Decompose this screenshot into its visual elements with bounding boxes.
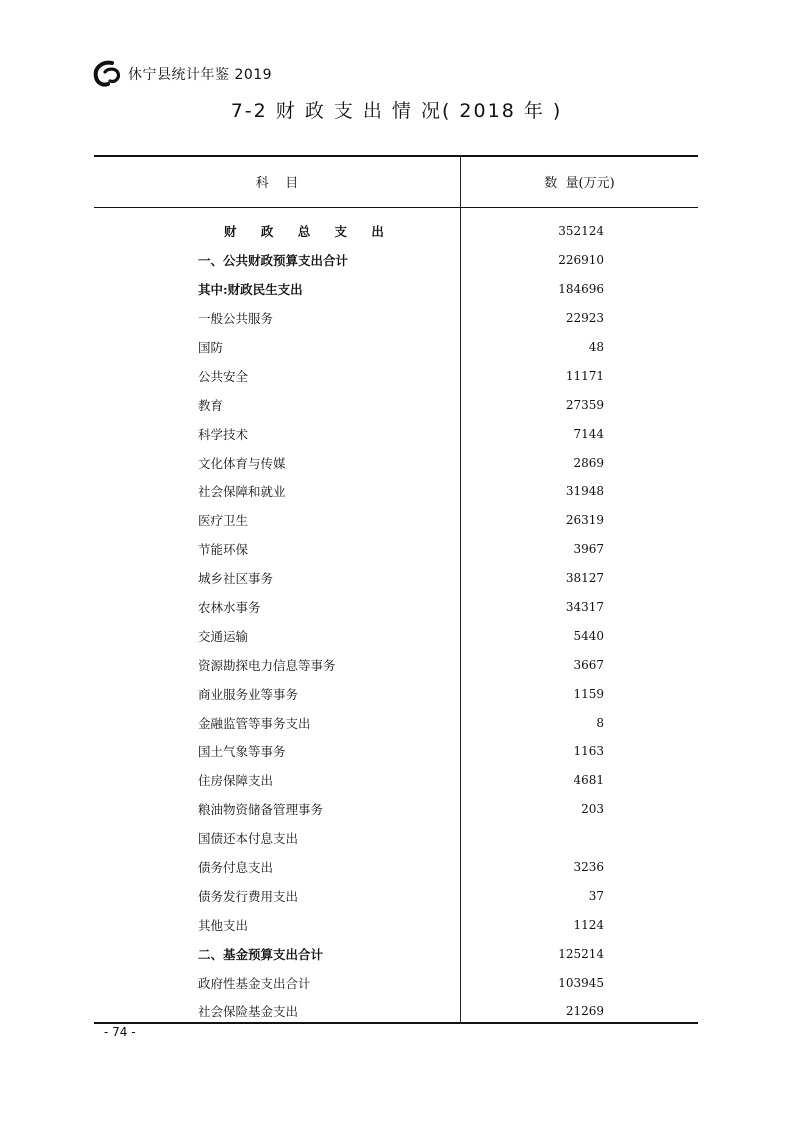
table-row xyxy=(94,766,698,795)
row-value: 5440 xyxy=(573,628,604,643)
row-label: 农林水事务 xyxy=(198,600,261,616)
row-value: 184696 xyxy=(558,282,604,297)
row-value: 21269 xyxy=(565,1004,604,1019)
table-row xyxy=(94,968,698,997)
row-label: 商业服务业等事务 xyxy=(198,686,299,702)
row-label: 其他支出 xyxy=(198,917,249,933)
row-value: 3236 xyxy=(573,860,604,875)
page-title: 7-2 财 政 支 出 情 况( 2018 年 ) xyxy=(230,100,563,122)
row-value: 48 xyxy=(588,340,604,354)
row-value: 226910 xyxy=(558,253,604,268)
row-value: 26319 xyxy=(565,513,604,528)
table-row xyxy=(94,997,698,1026)
row-label: 债务发行费用支出 xyxy=(198,888,299,904)
table-row xyxy=(94,506,698,535)
row-value: 203 xyxy=(581,802,604,817)
table-row xyxy=(94,593,698,622)
row-value: 8 xyxy=(596,715,604,730)
table-row xyxy=(94,477,698,506)
row-value: 3967 xyxy=(573,542,604,557)
row-label: 文化体育与传媒 xyxy=(198,455,286,471)
table-row xyxy=(94,824,698,853)
running-header xyxy=(92,60,272,88)
table-row xyxy=(94,621,698,650)
table-row xyxy=(94,217,698,246)
row-label: 一、公共财政预算支出合计 xyxy=(198,253,349,269)
table-header-rule xyxy=(94,207,698,208)
row-value: 38127 xyxy=(565,571,604,586)
row-value: 34317 xyxy=(565,600,604,615)
table-row xyxy=(94,939,698,968)
table-row xyxy=(94,361,698,390)
row-label: 政府性基金支出合计 xyxy=(198,975,311,991)
table-row xyxy=(94,881,698,910)
row-label: 财 政 总 支 出 xyxy=(224,224,394,240)
table-row xyxy=(94,737,698,766)
table-row xyxy=(94,419,698,448)
row-label: 交通运输 xyxy=(198,628,249,644)
row-label: 其中:财政民生支出 xyxy=(198,282,303,298)
row-label: 住房保障支出 xyxy=(198,773,274,789)
row-label: 粮油物资储备管理事务 xyxy=(198,802,324,818)
row-label: 节能环保 xyxy=(198,542,249,558)
row-value: 1163 xyxy=(573,744,604,759)
row-label: 社会保障和就业 xyxy=(198,484,286,500)
row-value: 103945 xyxy=(558,975,604,990)
book-title: 休宁县统计年鉴 2019 xyxy=(128,67,273,83)
table-row xyxy=(94,564,698,593)
table-row xyxy=(94,795,698,824)
table-row xyxy=(94,304,698,333)
table-row xyxy=(94,650,698,679)
table-row xyxy=(94,853,698,882)
row-label: 社会保险基金支出 xyxy=(198,1004,299,1020)
row-label: 城乡社区事务 xyxy=(198,571,274,587)
table-row xyxy=(94,679,698,708)
table-body xyxy=(94,217,698,1026)
row-value: 3667 xyxy=(573,657,604,672)
row-label: 国防 xyxy=(198,340,224,355)
row-label: 国土气象等事务 xyxy=(198,744,286,760)
row-label: 教育 xyxy=(198,397,224,413)
column-header-subject: 科 目 xyxy=(255,175,299,191)
row-value: 2869 xyxy=(573,455,604,470)
row-label: 医疗卫生 xyxy=(198,513,249,529)
table-row xyxy=(94,246,698,275)
row-label: 科学技术 xyxy=(198,426,249,442)
row-label: 金融监管等事务支出 xyxy=(198,715,311,731)
row-value: 4681 xyxy=(573,773,604,788)
table-row xyxy=(94,910,698,939)
expenditure-table xyxy=(94,155,698,1024)
row-label: 二、基金预算支出合计 xyxy=(198,946,324,962)
row-value: 11171 xyxy=(565,368,604,383)
row-value: 27359 xyxy=(565,397,604,412)
table-row xyxy=(94,448,698,477)
row-value: 22923 xyxy=(565,311,604,326)
row-value: 125214 xyxy=(558,946,604,961)
table-row xyxy=(94,333,698,362)
table-row xyxy=(94,275,698,304)
row-label: 债务付息支出 xyxy=(198,860,274,876)
page-number: - 74 - xyxy=(104,1025,136,1039)
row-label: 资源勘探电力信息等事务 xyxy=(198,657,336,673)
row-label: 公共安全 xyxy=(198,368,249,384)
yearbook-logo-icon xyxy=(92,60,122,88)
row-value: 1159 xyxy=(573,686,604,701)
row-label: 国债还本付息支出 xyxy=(198,831,299,847)
column-header-value: 数 量(万元) xyxy=(544,175,615,191)
row-value: 31948 xyxy=(565,484,604,499)
table-row xyxy=(94,535,698,564)
row-value: 37 xyxy=(588,888,604,903)
row-value: 352124 xyxy=(558,224,604,239)
row-label: 一般公共服务 xyxy=(198,311,274,327)
table-row xyxy=(94,708,698,737)
row-value: 7144 xyxy=(573,426,604,441)
table-row xyxy=(94,390,698,419)
row-value: 1124 xyxy=(573,917,604,932)
